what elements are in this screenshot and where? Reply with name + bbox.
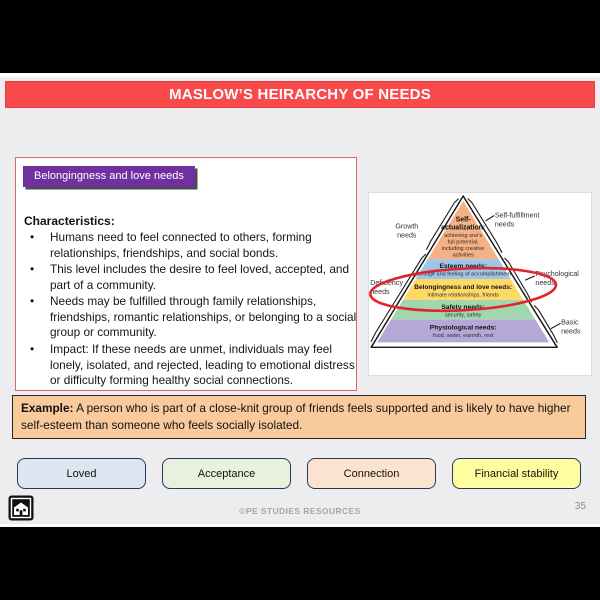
level-desc: prestige and feeling of accomplishment [415, 271, 512, 278]
level-label: actualization: [441, 224, 486, 232]
example-text: A person who is part of a close-knit group of friends feels supported and is likely to have higher self-esteem than someone who feels socially isolated. [21, 401, 571, 432]
basic-needs-label: Basic [561, 318, 579, 327]
pyramid-diagram [369, 193, 591, 375]
topic-badge: Belongingness and love needs [23, 166, 195, 187]
level-label: Physiological needs: [429, 324, 497, 332]
letterbox-bottom [0, 527, 600, 600]
slide-page [0, 73, 600, 527]
level-label: Belongingness and love needs: [414, 283, 513, 291]
chip-connection: Connection [307, 458, 436, 489]
chip-loved: Loved [17, 458, 146, 489]
list-item: • Needs may be fulfilled through family relationships, friendships, romantic relationships, or belonging to a social group or community. [24, 294, 358, 341]
example-label: Example: [21, 401, 74, 415]
deficiency-needs-label: needs [370, 287, 390, 296]
list-item: • Humans need to feel connected to others, forming relationships, friendships, and social bonds. [24, 230, 358, 261]
psychological-label: needs [535, 278, 555, 287]
psychological-label: Psychological [535, 270, 579, 279]
copyright-text: ©PE STUDIES RESOURCES [239, 506, 361, 516]
level-desc: security, safety [444, 312, 482, 319]
basic-pointer [551, 324, 560, 329]
chip-acceptance: Acceptance [162, 458, 291, 489]
level-label: Safety needs: [441, 304, 486, 312]
characteristics-list [24, 230, 357, 390]
list-item: • Impact: If these needs are unmet, individuals may feel lonely, isolated, and rejected, leading to emotional distress or difficulty forming healthy social connections. [24, 342, 358, 389]
keyword-chips [17, 458, 581, 489]
title-banner [5, 81, 595, 108]
chip-financial-stability: Financial stability [452, 458, 581, 489]
self-fulfillment-pointer [486, 216, 494, 221]
letterbox-top [0, 0, 600, 73]
level-label: Self- [455, 216, 471, 224]
level-desc: intimate relationships, friends [427, 292, 499, 299]
growth-needs-label: needs [397, 231, 417, 240]
page-title: MASLOW’S HEIRARCHY OF NEEDS [169, 86, 431, 103]
level-desc: achieving one's [444, 233, 483, 240]
growth-needs-label: Growth [395, 222, 419, 231]
self-fulfillment-label: needs [494, 220, 515, 229]
level-desc: full potential, [447, 239, 479, 246]
maslow-pyramid-figure [368, 192, 592, 376]
level-desc: food, water, warmth, rest [432, 332, 494, 339]
psychological-pointer [526, 276, 535, 280]
self-fulfillment-label: Self-fulfillment [494, 211, 540, 220]
level-desc: including creative [441, 245, 485, 252]
list-item: • This level includes the desire to feel loved, accepted, and part of a community. [24, 262, 358, 293]
characteristics-panel [15, 157, 357, 391]
level-desc: activities [452, 252, 474, 259]
basic-needs-label: needs [561, 327, 581, 336]
deficiency-needs-label: Deficiency [370, 278, 404, 287]
characteristics-heading: Characteristics: [24, 214, 115, 228]
page-number: 35 [574, 501, 586, 512]
example-callout [12, 395, 586, 439]
level-label: Esteem needs: [439, 263, 487, 271]
